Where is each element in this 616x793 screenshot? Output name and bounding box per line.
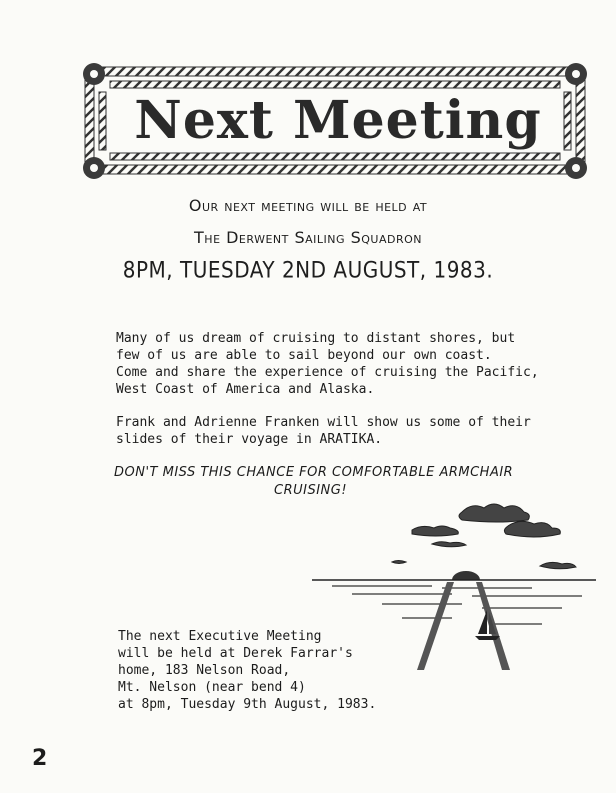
callout [114, 464, 574, 500]
callout-line-1: DON'T MISS THIS CHANCE FOR COMFORTABLE ARMCHAIR [114, 465, 514, 480]
page-number: 2 [32, 746, 48, 771]
announcement-line: Our next meeting will be held at [188, 196, 428, 215]
intro-paragraph: Many of us dream of cruising to distant shores, but few of us are able to sail beyond our own coast. Come and share the experience of cruising the Pacific, West Coast of America and Alaska. [116, 331, 539, 397]
callout-line-2: CRUISING! [274, 483, 348, 498]
page-title: Next Meeting [134, 90, 542, 151]
venue-line: The Derwent Sailing Squadron [194, 228, 422, 247]
date-line: 8PM, TUESDAY 2ND AUGUST, 1983. [122, 256, 494, 284]
executive-meeting-note: The next Executive Meeting will be held at Derek Farrar's home, 183 Nelson Road, Mt. Nelson (near bend 4) at 8pm, Tuesday 9th August, 1983. [118, 629, 377, 712]
speaker-paragraph: Frank and Adrienne Franken will show us some of their slides of their voyage in ARATIKA. [116, 415, 531, 447]
